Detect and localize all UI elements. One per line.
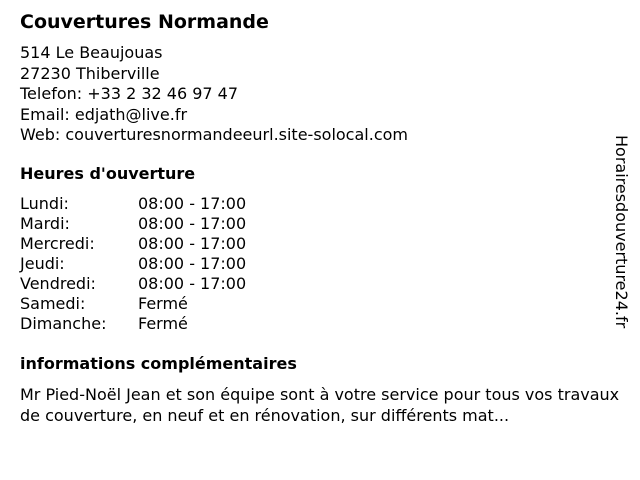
day-hours: Fermé: [138, 314, 188, 333]
address-line-2: 27230 Thiberville: [20, 63, 160, 83]
info-description: Mr Pied-Noël Jean et son équipe sont à votre service pour tous vos travaux de couverture, en neuf et en rénovation, sur différents mat...: [20, 385, 620, 425]
day-label: Vendredi:: [20, 274, 96, 293]
info-heading: informations complémentaires: [20, 354, 297, 373]
web-line: Web: couverturesnormandeeurl.site-solocal.com: [20, 125, 408, 144]
hours-row-thursday: [20, 254, 246, 274]
day-label: Lundi:: [20, 194, 69, 213]
hours-row-wednesday: [20, 234, 246, 254]
hours-row-tuesday: [20, 214, 246, 234]
hours-row-sunday: [20, 314, 246, 334]
hours-row-saturday: [20, 294, 246, 314]
hours-row-monday: [20, 194, 246, 214]
address-line-1: 514 Le Beaujouas: [20, 43, 163, 62]
day-hours: 08:00 - 17:00: [138, 214, 247, 233]
day-hours: Fermé: [138, 294, 188, 313]
day-label: Mercredi:: [20, 234, 95, 253]
day-hours: 08:00 - 17:00: [138, 194, 247, 213]
day-hours: 08:00 - 17:00: [138, 234, 247, 253]
business-name: Couvertures Normande: [20, 11, 269, 33]
day-hours: 08:00 - 17:00: [138, 274, 247, 293]
day-hours: 08:00 - 17:00: [138, 254, 247, 273]
day-label: Jeudi:: [20, 254, 65, 273]
phone-line: Telefon: +33 2 32 46 97 47: [20, 84, 239, 103]
day-label: Mardi:: [20, 214, 70, 233]
day-label: Samedi:: [20, 294, 86, 313]
contact-block: [20, 43, 408, 146]
day-label: Dimanche:: [20, 314, 107, 333]
hours-table: [20, 194, 246, 334]
email-line: Email: edjath@live.fr: [20, 104, 188, 124]
hours-row-friday: [20, 274, 246, 294]
site-watermark: Horairesdouverture24.fr: [612, 135, 631, 329]
hours-heading: Heures d'ouverture: [20, 164, 196, 183]
